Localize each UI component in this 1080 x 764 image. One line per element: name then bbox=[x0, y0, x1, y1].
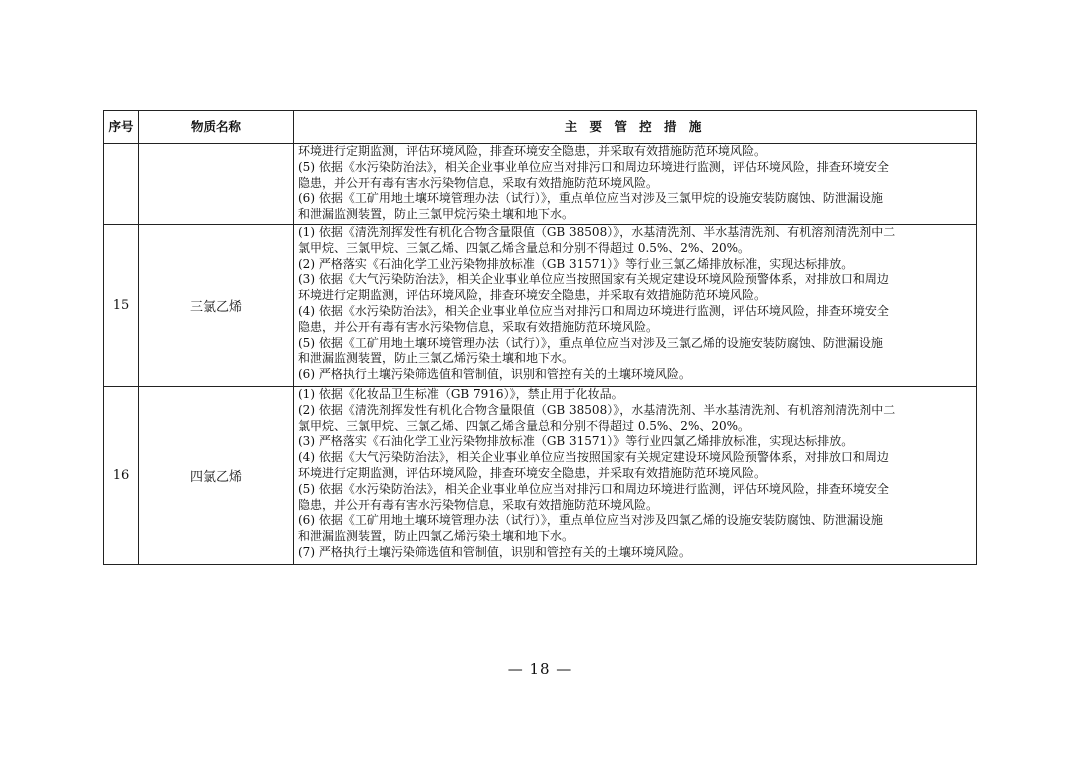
measure-line: (3) 依据《大气污染防治法》，相关企业事业单位应当按照国家有关规定建设环境风险预警体系，对排放口和周边 bbox=[298, 272, 889, 287]
measure-line: 和泄漏监测装置，防止三氯甲烷污染土壤和地下水。 bbox=[298, 207, 575, 222]
measure-line: (6) 依据《工矿用地土壤环境管理办法（试行）》，重点单位应当对涉及四氯乙烯的设施安装防腐蚀、防泄漏设施 bbox=[298, 513, 883, 528]
row-measures bbox=[298, 144, 970, 223]
row-measures bbox=[298, 225, 970, 383]
header-measures: 主 要 管 控 措 施 bbox=[564, 119, 706, 134]
measure-line: 环境进行定期监测，评估环境风险，排查环境安全隐患，并采取有效措施防范环境风险。 bbox=[298, 144, 767, 158]
measure-line: 环境进行定期监测，评估环境风险，排查环境安全隐患，并采取有效措施防范环境风险。 bbox=[298, 465, 767, 480]
measure-line: 和泄漏监测装置，防止三氯乙烯污染土壤和地下水。 bbox=[298, 351, 575, 366]
row-substance: 三氯乙烯 bbox=[189, 300, 242, 315]
measure-line: 氯甲烷、三氯甲烷、三氯乙烯、四氯乙烯含量总和分别不得超过 0.5%、2%、20%。 bbox=[298, 240, 751, 255]
measure-line: 隐患，并公开有毒有害水污染物信息，采取有效措施防范环境风险。 bbox=[298, 319, 659, 334]
measure-line: (2) 依据《清洗剂挥发性有机化合物含量限值（GB 38508）》，水基清洗剂、半水基清洗剂、有机溶剂清洗剂中二 bbox=[298, 402, 896, 417]
column-divider bbox=[293, 111, 294, 564]
page-number: — 18 — bbox=[507, 660, 573, 678]
measure-line: 隐患，并公开有毒有害水污染物信息，采取有效措施防范环境风险。 bbox=[298, 175, 659, 190]
row-measures bbox=[298, 387, 970, 561]
header-seq: 序号 bbox=[108, 119, 134, 134]
measure-line: 隐患，并公开有毒有害水污染物信息，采取有效措施防范环境风险。 bbox=[298, 497, 659, 512]
measure-line: (6) 依据《工矿用地土壤环境管理办法（试行）》，重点单位应当对涉及三氯甲烷的设施安装防腐蚀、防泄漏设施 bbox=[298, 191, 883, 206]
measures-table bbox=[103, 110, 977, 565]
row-seq: 15 bbox=[112, 298, 130, 313]
measure-line: (1) 依据《化妆品卫生标准（GB 7916）》，禁止用于化妆品。 bbox=[298, 387, 624, 401]
header-substance: 物质名称 bbox=[190, 119, 241, 134]
row-substance bbox=[139, 144, 293, 224]
measure-line: (4) 依据《水污染防治法》，相关企业事业单位应当对排污口和周边环境进行监测，评估环境风险，排查环境安全 bbox=[298, 303, 889, 318]
measure-line: (4) 依据《大气污染防治法》，相关企业事业单位应当按照国家有关规定建设环境风险预警体系，对排放口和周边 bbox=[298, 450, 889, 465]
measure-line: 和泄漏监测装置，防止四氯乙烯污染土壤和地下水。 bbox=[298, 529, 575, 544]
row-seq bbox=[104, 144, 138, 224]
measure-line: 氯甲烷、三氯甲烷、三氯乙烯、四氯乙烯含量总和分别不得超过 0.5%、2%、20%。 bbox=[298, 418, 751, 433]
measure-line: (3) 严格落实《石油化学工业污染物排放标准（GB 31571）》等行业四氯乙烯排放标准，实现达标排放。 bbox=[298, 434, 854, 449]
measure-line: (5) 依据《水污染防治法》，相关企业事业单位应当对排污口和周边环境进行监测，评估环境风险，排查环境安全 bbox=[298, 159, 889, 174]
measure-line: 环境进行定期监测，评估环境风险，排查环境安全隐患，并采取有效措施防范环境风险。 bbox=[298, 288, 767, 303]
row-seq: 16 bbox=[112, 468, 130, 483]
measure-line: (6) 严格执行土壤污染筛选值和管制值，识别和管控有关的土壤环境风险。 bbox=[298, 367, 691, 382]
measure-line: (5) 依据《工矿用地土壤环境管理办法（试行）》，重点单位应当对涉及三氯乙烯的设施安装防腐蚀、防泄漏设施 bbox=[298, 335, 883, 350]
row-substance: 四氯乙烯 bbox=[189, 470, 242, 485]
measure-line: (5) 依据《水污染防治法》，相关企业事业单位应当对排污口和周边环境进行监测，评估环境风险，排查环境安全 bbox=[298, 481, 889, 496]
measure-line: (1) 依据《清洗剂挥发性有机化合物含量限值（GB 38508）》，水基清洗剂、半水基清洗剂、有机溶剂清洗剂中二 bbox=[298, 225, 896, 239]
measure-line: (2) 严格落实《石油化学工业污染物排放标准（GB 31571）》等行业三氯乙烯排放标准，实现达标排放。 bbox=[298, 256, 854, 271]
measure-line: (7) 严格执行土壤污染筛选值和管制值，识别和管控有关的土壤环境风险。 bbox=[298, 544, 691, 559]
